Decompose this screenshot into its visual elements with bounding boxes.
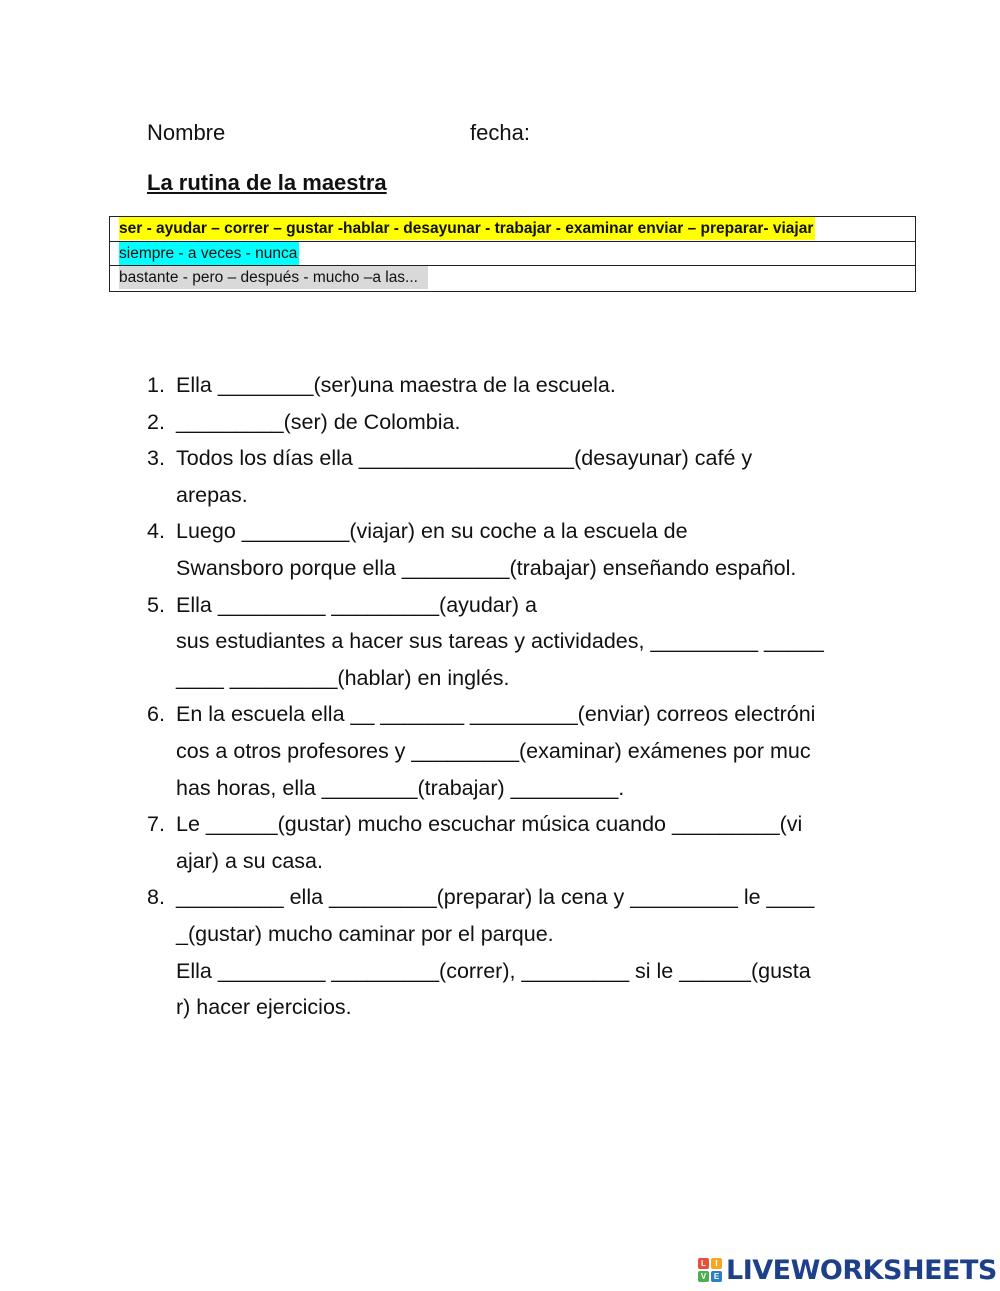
word-bank-verbs: ser - ayudar – correr – gustar -hablar - desayunar - trabajar - examinar enviar – preparar- viajar [119, 217, 815, 240]
worksheet-title: La rutina de la maestra [147, 170, 387, 195]
exercise-line [147, 879, 887, 916]
exercise-text: Luego _________(viajar) en su coche a la escuela de [176, 519, 688, 544]
exercise-text: _________ ella _________(preparar) la cena y _________ le ____ [176, 885, 815, 910]
exercise-text: has horas, ella ________(trabajar) _________. [176, 775, 625, 800]
exercise-text: Swansboro porque ella _________(trabajar) enseñando español. [176, 555, 797, 580]
exercise-text: ____ _________(hablar) en inglés. [176, 665, 510, 690]
exercise-text: En la escuela ella __ _______ _________(enviar) correos electróni [176, 702, 816, 727]
fecha-label: fecha: [470, 120, 530, 145]
exercise-line [147, 806, 887, 843]
exercise-list [147, 367, 887, 1026]
logo-block: V [698, 1271, 709, 1282]
exercise-line [147, 404, 887, 441]
exercise-number: 2. [147, 409, 165, 434]
word-bank-frequency: siempre - a veces - nunca [119, 242, 299, 265]
exercise-text: ajar) a su casa. [176, 848, 323, 873]
exercise-text: _(gustar) mucho caminar por el parque. [176, 921, 554, 946]
exercise-text: Ella _________ _________(correr), _________ si le ______(gusta [176, 958, 811, 983]
exercise-number: 3. [147, 446, 165, 471]
exercise-line [147, 916, 887, 953]
logo-block: E [711, 1271, 722, 1282]
word-bank-row-connectors [110, 266, 915, 291]
exercise-text: Todos los días ella __________________(desayunar) café y [176, 446, 753, 471]
exercise-line [147, 367, 887, 404]
exercise-line [147, 587, 887, 624]
exercise-line [147, 733, 887, 770]
exercise-line [147, 440, 887, 477]
exercise-text: _________(ser) de Colombia. [176, 409, 461, 434]
exercise-text: Ella ________(ser)una maestra de la escuela. [176, 373, 616, 397]
exercise-line [147, 953, 887, 990]
exercise-line [147, 770, 887, 807]
exercise-number: 1. [147, 373, 165, 397]
word-bank-row-verbs [110, 217, 915, 242]
exercise-line [147, 696, 887, 733]
exercise-text: Le ______(gustar) mucho escuchar música cuando _________(vi [176, 812, 803, 837]
logo-block: L [698, 1258, 709, 1269]
word-bank-table [109, 216, 916, 292]
exercise-line [147, 513, 887, 550]
word-bank-row-frequency [110, 242, 915, 267]
logo-icon [698, 1258, 722, 1282]
exercise-line [147, 623, 887, 660]
nombre-label: Nombre [147, 120, 226, 145]
exercise-line [147, 660, 887, 697]
exercise-text: r) hacer ejercicios. [176, 995, 352, 1020]
exercise-line [147, 550, 887, 587]
logo-block: I [711, 1258, 722, 1269]
liveworksheets-logo [698, 1255, 997, 1285]
exercise-number: 8. [147, 885, 165, 910]
exercise-line [147, 477, 887, 514]
word-bank-connectors: bastante - pero – después - mucho –a las... [119, 266, 428, 289]
exercise-line [147, 989, 887, 1026]
exercise-text: Ella _________ _________(ayudar) a [176, 592, 538, 617]
exercise-number: 7. [147, 812, 165, 837]
exercise-number: 4. [147, 519, 165, 544]
exercise-text: cos a otros profesores y _________(examinar) exámenes por muc [176, 738, 811, 763]
exercise-number: 6. [147, 702, 165, 727]
logo-text: LIVEWORKSHEETS [726, 1254, 997, 1286]
exercise-number: 5. [147, 592, 165, 617]
exercise-text: sus estudiantes a hacer sus tareas y actividades, _________ _____ [176, 629, 824, 654]
exercise-line [147, 843, 887, 880]
exercise-text: arepas. [176, 482, 248, 507]
